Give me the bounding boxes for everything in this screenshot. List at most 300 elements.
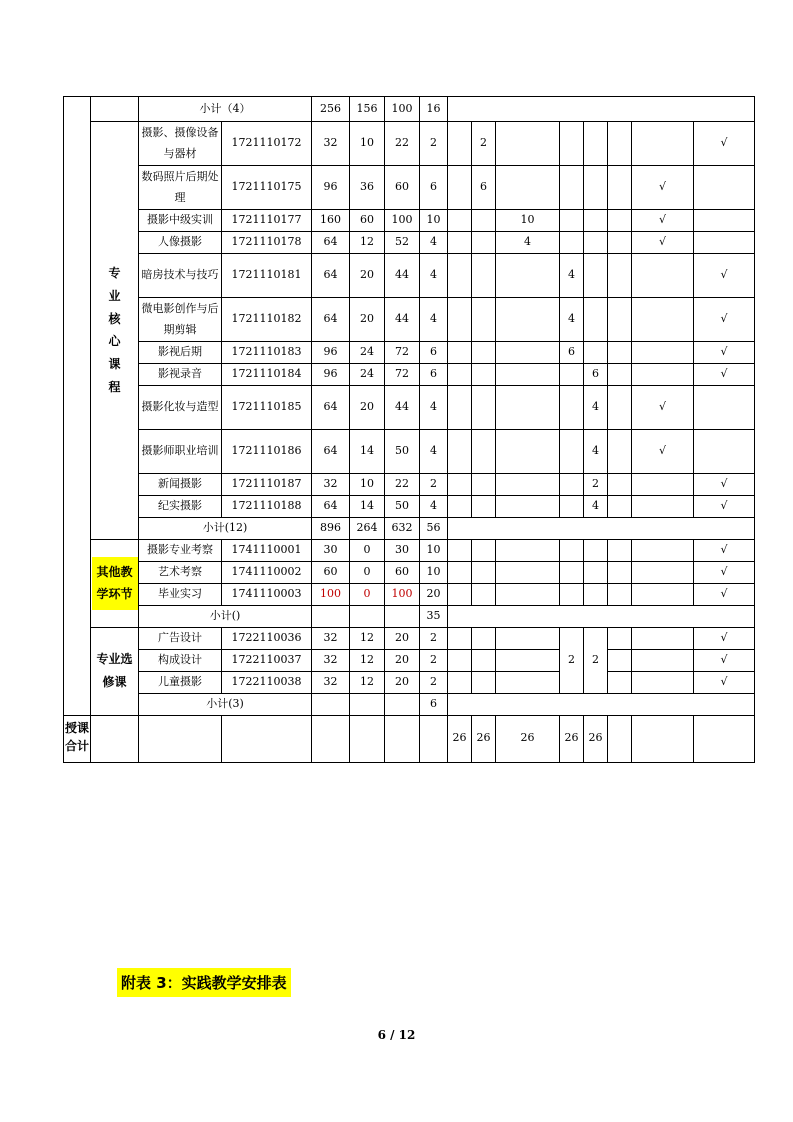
exam-check: √ xyxy=(694,298,755,342)
table-cell xyxy=(496,583,560,605)
course-hours: 2 xyxy=(420,474,448,496)
table-row xyxy=(64,122,755,166)
exam-check: √ xyxy=(632,210,694,232)
table-cell xyxy=(608,496,632,518)
semester-hours: 4 xyxy=(584,496,608,518)
table-cell xyxy=(632,627,694,649)
course-code: 1721110181 xyxy=(222,254,312,298)
table-cell xyxy=(584,232,608,254)
table-cell xyxy=(584,254,608,298)
course-hours: 96 xyxy=(312,166,350,210)
course-hours: 2 xyxy=(420,627,448,649)
subtotal-label: 小计（4） xyxy=(139,97,312,122)
table-row xyxy=(64,605,755,627)
course-name: 摄影中级实训 xyxy=(139,210,222,232)
course-hours: 2 xyxy=(420,671,448,693)
course-hours: 44 xyxy=(385,386,420,430)
course-code: 1721110183 xyxy=(222,342,312,364)
course-hours: 20 xyxy=(350,386,385,430)
course-hours: 32 xyxy=(312,474,350,496)
table-row xyxy=(64,386,755,430)
table-row xyxy=(64,649,755,671)
course-code: 1721110184 xyxy=(222,364,312,386)
table-cell xyxy=(694,386,755,430)
semester-hours: 2 xyxy=(584,474,608,496)
course-name: 儿童摄影 xyxy=(139,671,222,693)
table-cell xyxy=(472,539,496,561)
table-cell xyxy=(608,671,632,693)
table-cell xyxy=(472,364,496,386)
table-row xyxy=(64,496,755,518)
table-cell xyxy=(632,539,694,561)
table-cell xyxy=(608,627,632,649)
table-cell xyxy=(472,342,496,364)
semester-hours: 10 xyxy=(496,210,560,232)
table-cell xyxy=(496,649,560,671)
table-cell xyxy=(448,232,472,254)
category-other-teaching xyxy=(91,539,139,627)
exam-check: √ xyxy=(694,539,755,561)
table-cell xyxy=(632,254,694,298)
course-hours: 22 xyxy=(385,122,420,166)
semester-hours: 4 xyxy=(560,298,584,342)
course-hours: 100 xyxy=(385,210,420,232)
subtotal-value xyxy=(385,693,420,715)
table-row xyxy=(64,518,755,540)
semester-hours: 6 xyxy=(584,364,608,386)
table-row xyxy=(64,232,755,254)
table-cell xyxy=(608,561,632,583)
table-cell xyxy=(694,210,755,232)
table-cell xyxy=(448,166,472,210)
course-hours: 14 xyxy=(350,496,385,518)
exam-check: √ xyxy=(694,364,755,386)
course-code: 1722110036 xyxy=(222,627,312,649)
course-code: 1721110187 xyxy=(222,474,312,496)
subtotal-blank xyxy=(448,605,755,627)
table-cell xyxy=(496,254,560,298)
table-cell xyxy=(448,430,472,474)
table-cell xyxy=(448,386,472,430)
exam-check: √ xyxy=(632,232,694,254)
course-hours: 30 xyxy=(385,539,420,561)
course-name: 艺术考察 xyxy=(139,561,222,583)
course-code: 1741110003 xyxy=(222,583,312,605)
table-cell xyxy=(584,583,608,605)
course-name: 纪实摄影 xyxy=(139,496,222,518)
table-cell xyxy=(560,539,584,561)
table-cell xyxy=(584,539,608,561)
table-cell xyxy=(496,430,560,474)
table-row xyxy=(64,166,755,210)
course-hours: 20 xyxy=(385,627,420,649)
exam-check: √ xyxy=(632,166,694,210)
table-cell xyxy=(496,298,560,342)
table-cell xyxy=(632,364,694,386)
course-code: 1721110188 xyxy=(222,496,312,518)
course-hours: 20 xyxy=(420,583,448,605)
course-hours: 0 xyxy=(350,583,385,605)
table-row xyxy=(64,364,755,386)
course-hours: 10 xyxy=(420,210,448,232)
course-name: 人像摄影 xyxy=(139,232,222,254)
subtotal-value: 632 xyxy=(385,518,420,540)
course-hours: 36 xyxy=(350,166,385,210)
course-code: 1722110038 xyxy=(222,671,312,693)
total-hours: 26 xyxy=(584,715,608,762)
semester-hours: 2 xyxy=(560,627,584,693)
table-row xyxy=(64,430,755,474)
course-hours: 20 xyxy=(385,649,420,671)
category-total xyxy=(64,715,91,762)
course-code: 1721110182 xyxy=(222,298,312,342)
semester-hours: 4 xyxy=(584,430,608,474)
table-cell xyxy=(608,210,632,232)
table-row xyxy=(64,254,755,298)
table-cell xyxy=(608,583,632,605)
table-cell xyxy=(560,364,584,386)
table-cell xyxy=(608,715,632,762)
course-code: 1721110172 xyxy=(222,122,312,166)
table-cell xyxy=(496,474,560,496)
course-hours: 6 xyxy=(420,364,448,386)
table-cell xyxy=(448,474,472,496)
subtotal-value: 56 xyxy=(420,518,448,540)
semester-hours: 6 xyxy=(472,166,496,210)
course-hours: 12 xyxy=(350,627,385,649)
table-cell xyxy=(448,298,472,342)
subtotal-blank xyxy=(448,518,755,540)
page-number: 6 / 12 xyxy=(377,1028,416,1042)
table-cell xyxy=(608,364,632,386)
table-cell xyxy=(496,496,560,518)
exam-check: √ xyxy=(694,583,755,605)
table-cell xyxy=(584,561,608,583)
category-core-courses xyxy=(91,122,139,540)
table-cell xyxy=(632,122,694,166)
subtotal-label: 小计(12) xyxy=(139,518,312,540)
table-cell xyxy=(472,583,496,605)
course-hours: 50 xyxy=(385,496,420,518)
category-label: 其他教学环节 xyxy=(92,557,138,611)
course-hours: 4 xyxy=(420,232,448,254)
table-cell xyxy=(472,671,496,693)
course-code: 1741110002 xyxy=(222,561,312,583)
table-cell xyxy=(472,496,496,518)
table-row xyxy=(64,97,755,122)
table-cell xyxy=(584,166,608,210)
course-hours: 64 xyxy=(312,232,350,254)
table-row xyxy=(64,627,755,649)
course-hours: 100 xyxy=(312,583,350,605)
exam-check: √ xyxy=(694,671,755,693)
table-cell xyxy=(584,298,608,342)
subtotal-value: 6 xyxy=(420,693,448,715)
table-cell xyxy=(632,671,694,693)
subtotal-value xyxy=(385,605,420,627)
appendix-caption: 附表 3：实践教学安排表 xyxy=(117,968,291,997)
table-cell xyxy=(632,298,694,342)
course-name: 摄影专业考察 xyxy=(139,539,222,561)
table-cell xyxy=(139,715,222,762)
table-cell xyxy=(448,122,472,166)
course-name: 摄影、摄像设备与器材 xyxy=(139,122,222,166)
table-cell xyxy=(496,627,560,649)
course-name: 广告设计 xyxy=(139,627,222,649)
course-hours: 60 xyxy=(385,166,420,210)
table-cell xyxy=(632,342,694,364)
table-cell xyxy=(472,210,496,232)
course-hours: 96 xyxy=(312,342,350,364)
course-hours: 4 xyxy=(420,298,448,342)
course-hours: 10 xyxy=(420,539,448,561)
course-hours: 72 xyxy=(385,364,420,386)
table-cell xyxy=(472,254,496,298)
table-cell xyxy=(222,715,312,762)
table-cell xyxy=(448,496,472,518)
table-cell xyxy=(472,298,496,342)
table-cell xyxy=(312,715,350,762)
exam-check: √ xyxy=(694,649,755,671)
table-cell xyxy=(608,386,632,430)
course-hours: 160 xyxy=(312,210,350,232)
course-hours: 2 xyxy=(420,122,448,166)
table-cell xyxy=(420,715,448,762)
course-name: 新闻摄影 xyxy=(139,474,222,496)
course-hours: 64 xyxy=(312,430,350,474)
subtotal-value xyxy=(350,605,385,627)
category-elective-courses xyxy=(91,627,139,715)
table-cell xyxy=(694,166,755,210)
semester-hours: 4 xyxy=(496,232,560,254)
semester-hours: 2 xyxy=(584,627,608,693)
table-cell xyxy=(632,715,694,762)
table-cell xyxy=(632,649,694,671)
course-hours: 96 xyxy=(312,364,350,386)
subtotal-value xyxy=(312,605,350,627)
totals-row xyxy=(64,715,755,762)
exam-check: √ xyxy=(694,627,755,649)
table-cell xyxy=(632,561,694,583)
subtotal-label: 小计() xyxy=(139,605,312,627)
course-hours: 64 xyxy=(312,254,350,298)
table-cell xyxy=(472,561,496,583)
course-name: 摄影化妆与造型 xyxy=(139,386,222,430)
exam-check: √ xyxy=(694,496,755,518)
category-blank-cell xyxy=(91,97,139,122)
curriculum-schedule-table xyxy=(63,96,755,763)
semester-hours: 4 xyxy=(584,386,608,430)
subtotal-value: 35 xyxy=(420,605,448,627)
table-cell xyxy=(608,342,632,364)
table-cell xyxy=(472,649,496,671)
table-cell xyxy=(584,122,608,166)
course-hours: 64 xyxy=(312,298,350,342)
subtotal-value: 264 xyxy=(350,518,385,540)
table-cell xyxy=(448,627,472,649)
table-cell xyxy=(560,430,584,474)
course-code: 1722110037 xyxy=(222,649,312,671)
table-cell xyxy=(560,583,584,605)
table-cell xyxy=(448,254,472,298)
table-cell xyxy=(496,671,560,693)
table-cell xyxy=(608,298,632,342)
exam-check: √ xyxy=(694,342,755,364)
table-cell xyxy=(350,715,385,762)
exam-check: √ xyxy=(632,386,694,430)
table-cell xyxy=(472,232,496,254)
table-cell xyxy=(496,342,560,364)
course-hours: 32 xyxy=(312,649,350,671)
table-cell xyxy=(448,583,472,605)
course-name: 毕业实习 xyxy=(139,583,222,605)
course-hours: 100 xyxy=(385,583,420,605)
course-hours: 12 xyxy=(350,232,385,254)
exam-check: √ xyxy=(694,474,755,496)
course-hours: 2 xyxy=(420,649,448,671)
table-cell xyxy=(560,210,584,232)
course-hours: 44 xyxy=(385,298,420,342)
table-cell xyxy=(632,496,694,518)
course-hours: 64 xyxy=(312,386,350,430)
category-label: 专业选修课 xyxy=(96,652,133,690)
course-hours: 22 xyxy=(385,474,420,496)
table-cell xyxy=(496,539,560,561)
course-code: 1741110001 xyxy=(222,539,312,561)
category-label: 授课合计 xyxy=(64,721,89,754)
subtotal-value xyxy=(312,693,350,715)
course-hours: 0 xyxy=(350,539,385,561)
course-hours: 60 xyxy=(385,561,420,583)
category-label: 专业核心课程 xyxy=(108,266,121,395)
table-cell xyxy=(694,430,755,474)
table-row xyxy=(64,539,755,561)
table-cell xyxy=(608,474,632,496)
subtotal-value: 156 xyxy=(350,97,385,122)
course-hours: 60 xyxy=(312,561,350,583)
course-hours: 6 xyxy=(420,166,448,210)
table-cell xyxy=(608,430,632,474)
table-cell xyxy=(560,122,584,166)
total-hours: 26 xyxy=(496,715,560,762)
total-hours: 26 xyxy=(472,715,496,762)
course-hours: 64 xyxy=(312,496,350,518)
course-name: 影视后期 xyxy=(139,342,222,364)
course-hours: 0 xyxy=(350,561,385,583)
course-hours: 30 xyxy=(312,539,350,561)
exam-check: √ xyxy=(694,122,755,166)
table-cell xyxy=(560,386,584,430)
subtotal-blank xyxy=(448,693,755,715)
table-row xyxy=(64,474,755,496)
table-row xyxy=(64,342,755,364)
course-hours: 20 xyxy=(385,671,420,693)
course-hours: 4 xyxy=(420,254,448,298)
course-hours: 24 xyxy=(350,342,385,364)
table-cell xyxy=(448,671,472,693)
course-hours: 4 xyxy=(420,430,448,474)
table-cell xyxy=(632,583,694,605)
course-name: 影视录音 xyxy=(139,364,222,386)
table-cell xyxy=(632,474,694,496)
table-cell xyxy=(385,715,420,762)
table-cell xyxy=(448,649,472,671)
table-cell xyxy=(694,232,755,254)
semester-hours: 6 xyxy=(560,342,584,364)
course-code: 1721110175 xyxy=(222,166,312,210)
table-cell xyxy=(472,386,496,430)
course-name: 数码照片后期处理 xyxy=(139,166,222,210)
table-cell xyxy=(448,364,472,386)
course-code: 1721110186 xyxy=(222,430,312,474)
subtotal-label: 小计(3) xyxy=(139,693,312,715)
course-code: 1721110177 xyxy=(222,210,312,232)
exam-check: √ xyxy=(694,561,755,583)
course-hours: 10 xyxy=(350,474,385,496)
subtotal-value: 100 xyxy=(385,97,420,122)
table-cell xyxy=(608,166,632,210)
total-hours: 26 xyxy=(560,715,584,762)
table-cell xyxy=(496,122,560,166)
course-name: 构成设计 xyxy=(139,649,222,671)
semester-hours: 2 xyxy=(472,122,496,166)
semester-hours: 4 xyxy=(560,254,584,298)
total-hours: 26 xyxy=(448,715,472,762)
table-row xyxy=(64,671,755,693)
outer-blank-cell xyxy=(64,97,91,716)
subtotal-value: 896 xyxy=(312,518,350,540)
course-hours: 12 xyxy=(350,671,385,693)
table-cell xyxy=(608,122,632,166)
course-code: 1721110185 xyxy=(222,386,312,430)
course-name: 微电影创作与后期剪辑 xyxy=(139,298,222,342)
table-cell xyxy=(584,210,608,232)
table-cell xyxy=(560,561,584,583)
table-cell xyxy=(560,166,584,210)
table-cell xyxy=(91,715,139,762)
table-cell xyxy=(608,649,632,671)
table-cell xyxy=(448,561,472,583)
table-cell xyxy=(608,254,632,298)
exam-check: √ xyxy=(632,430,694,474)
course-hours: 72 xyxy=(385,342,420,364)
course-hours: 6 xyxy=(420,342,448,364)
subtotal-value xyxy=(350,693,385,715)
course-hours: 12 xyxy=(350,649,385,671)
course-hours: 32 xyxy=(312,627,350,649)
course-hours: 60 xyxy=(350,210,385,232)
course-hours: 24 xyxy=(350,364,385,386)
course-hours: 44 xyxy=(385,254,420,298)
subtotal-blank xyxy=(448,97,755,122)
course-hours: 10 xyxy=(350,122,385,166)
table-cell xyxy=(448,342,472,364)
subtotal-value: 16 xyxy=(420,97,448,122)
table-cell xyxy=(472,474,496,496)
table-cell xyxy=(560,474,584,496)
exam-check: √ xyxy=(694,254,755,298)
table-cell xyxy=(496,364,560,386)
table-row xyxy=(64,583,755,605)
course-code: 1721110178 xyxy=(222,232,312,254)
course-hours: 14 xyxy=(350,430,385,474)
course-hours: 20 xyxy=(350,254,385,298)
table-cell xyxy=(694,715,755,762)
table-cell xyxy=(472,430,496,474)
table-cell xyxy=(608,539,632,561)
course-hours: 10 xyxy=(420,561,448,583)
table-cell xyxy=(496,166,560,210)
